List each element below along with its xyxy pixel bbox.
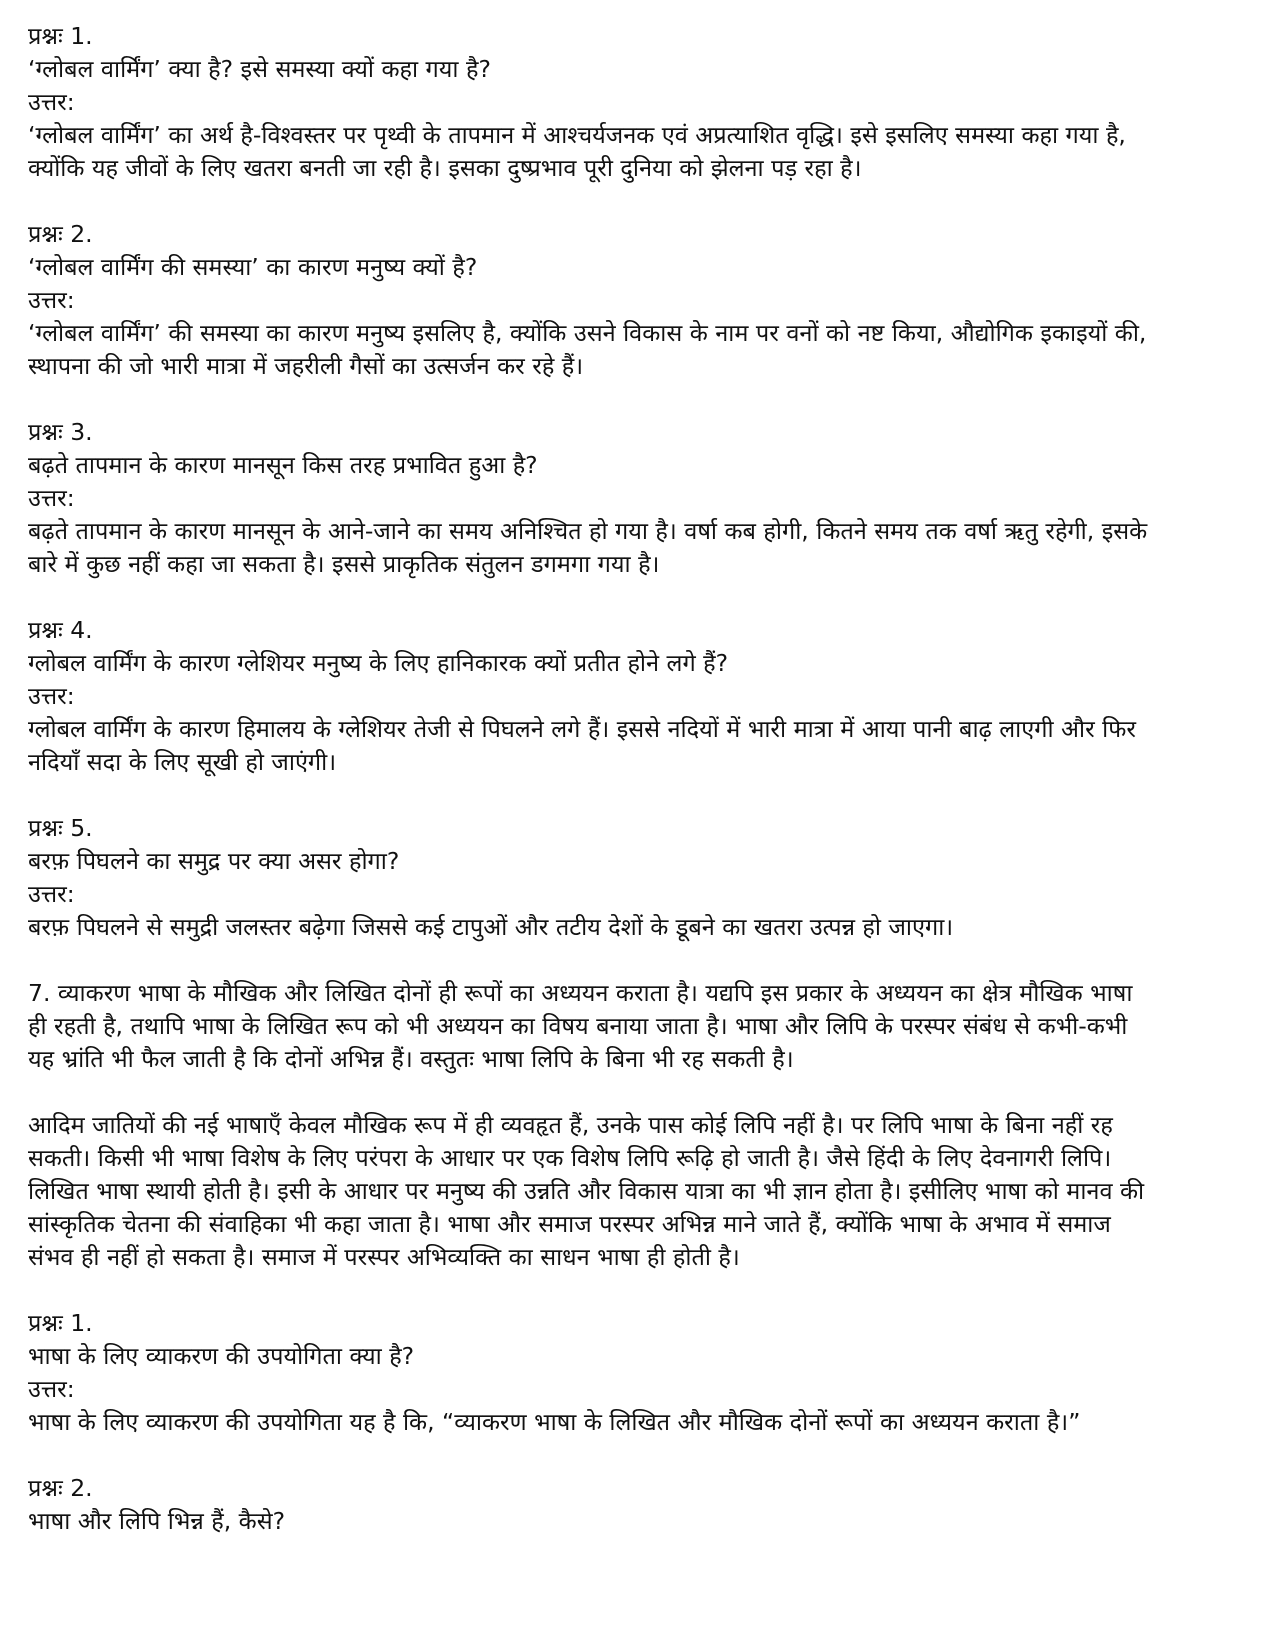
answer-label: उत्तर: xyxy=(28,880,75,908)
answer-label: उत्तर: xyxy=(28,286,75,314)
answer-line: ‘ग्लोबल वार्मिंग’ की समस्या का कारण मनुष्य इसलिए है, क्योंकि उसने विकास के नाम पर वनों को नष्ट किया, औद्योगिक इकाइयों की, xyxy=(28,319,1147,347)
question-number: प्रश्नः 3. xyxy=(28,418,93,446)
question-text: बरफ़ पिघलने का समुद्र पर क्या असर होगा? xyxy=(28,847,400,875)
passage-line: सांस्कृतिक चेतना की संवाहिका भी कहा जाता है। भाषा और समाज परस्पर अभिन्न माने जाते हैं, क्योंकि भाषा के अभाव में समाज xyxy=(28,1210,1111,1238)
question-number: प्रश्नः 1. xyxy=(28,22,93,50)
passage-line: संभव ही नहीं हो सकता है। समाज में परस्पर अभिव्यक्ति का साधन भाषा ही होती है। xyxy=(28,1243,740,1271)
question-number: प्रश्नः 2. xyxy=(28,1474,93,1502)
qa-block-5 xyxy=(28,812,1253,944)
qa-block-1 xyxy=(28,20,1253,185)
passage-line: लिखित भाषा स्थायी होती है। इसी के आधार पर मनुष्य की उन्नति और विकास यात्रा का भी ज्ञान होता है। इसीलिए भाषा को मानव की xyxy=(28,1177,1145,1205)
qa-block-3 xyxy=(28,416,1253,581)
answer-line: बरफ़ पिघलने से समुद्री जलस्तर बढ़ेगा जिससे कई टापुओं और तटीय देशों के डूबने का खतरा उत्पन्न हो जाएगा। xyxy=(28,913,954,941)
question-text: भाषा और लिपि भिन्न हैं, कैसे? xyxy=(28,1507,286,1535)
qa-block-2 xyxy=(28,218,1253,383)
answer-label: उत्तर: xyxy=(28,484,75,512)
question-text: ‘ग्लोबल वार्मिंग की समस्या’ का कारण मनुष्य क्यों है? xyxy=(28,253,478,281)
qa-block-6 xyxy=(28,1307,1253,1439)
passage-line: 7. व्याकरण भाषा के मौखिक और लिखित दोनों ही रूपों का अध्ययन कराता है। यद्यपि इस प्रकार के अध्ययन का क्षेत्र मौखिक भाषा xyxy=(28,979,1133,1007)
answer-line: नदियाँ सदा के लिए सूखी हो जाएंगी। xyxy=(28,748,337,776)
passage-paragraph-1 xyxy=(28,977,1253,1076)
qa-block-7 xyxy=(28,1472,1253,1538)
answer-line: ‘ग्लोबल वार्मिंग’ का अर्थ है-विश्वस्तर पर पृथ्वी के तापमान में आश्चर्यजनक एवं अप्रत्याशित वृद्धि। इसे इसलिए समस्या कहा गया है, xyxy=(28,121,1126,149)
question-text: ‘ग्लोबल वार्मिंग’ क्या है? इसे समस्या क्यों कहा गया है? xyxy=(28,55,491,83)
answer-line: बढ़ते तापमान के कारण मानसून के आने-जाने का समय अनिश्चित हो गया है। वर्षा कब होगी, कितने समय तक वर्षा ऋतु रहेगी, इसके xyxy=(28,517,1148,545)
question-number: प्रश्नः 5. xyxy=(28,814,93,842)
answer-label: उत्तर: xyxy=(28,1375,75,1403)
question-text: ग्लोबल वार्मिंग के कारण ग्लेशियर मनुष्य के लिए हानिकारक क्यों प्रतीत होने लगे हैं? xyxy=(28,649,729,677)
answer-line: स्थापना की जो भारी मात्रा में जहरीली गैसों का उत्सर्जन कर रहे हैं। xyxy=(28,352,584,380)
answer-line: बारे में कुछ नहीं कहा जा सकता है। इससे प्राकृतिक संतुलन डगमगा गया है। xyxy=(28,550,660,578)
passage-line: आदिम जातियों की नई भाषाएँ केवल मौखिक रूप में ही व्यवहृत हैं, उनके पास कोई लिपि नहीं है। पर लिपि भाषा के बिना नहीं रह xyxy=(28,1111,1113,1139)
answer-label: उत्तर: xyxy=(28,682,75,710)
question-number: प्रश्नः 1. xyxy=(28,1309,93,1337)
answer-label: उत्तर: xyxy=(28,88,75,116)
answer-line: ग्लोबल वार्मिंग के कारण हिमालय के ग्लेशियर तेजी से पिघलने लगे हैं। इससे नदियों में भारी मात्रा में आया पानी बाढ़ लाएगी और फिर xyxy=(28,715,1136,743)
answer-line: क्योंकि यह जीवों के लिए खतरा बनती जा रही है। इसका दुष्प्रभाव पूरी दुनिया को झेलना पड़ रहा है। xyxy=(28,154,862,182)
passage-paragraph-2 xyxy=(28,1109,1253,1274)
question-text: बढ़ते तापमान के कारण मानसून किस तरह प्रभावित हुआ है? xyxy=(28,451,538,479)
question-number: प्रश्नः 4. xyxy=(28,616,93,644)
qa-block-4 xyxy=(28,614,1253,779)
passage-line: ही रहती है, तथापि भाषा के लिखित रूप को भी अध्ययन का विषय बनाया जाता है। भाषा और लिपि के परस्पर संबंध से कभी-कभी xyxy=(28,1012,1128,1040)
answer-line: भाषा के लिए व्याकरण की उपयोगिता यह है कि, “व्याकरण भाषा के लिखित और मौखिक दोनों रूपों का अध्ययन कराता है।” xyxy=(28,1408,1081,1436)
passage-line: सकती। किसी भी भाषा विशेष के लिए परंपरा के आधार पर एक विशेष लिपि रूढ़ि हो जाती है। जैसे हिंदी के लिए देवनागरी लिपि। xyxy=(28,1144,1112,1172)
document-page xyxy=(28,20,1253,1571)
passage-line: यह भ्रांति भी फैल जाती है कि दोनों अभिन्न हैं। वस्तुतः भाषा लिपि के बिना भी रह सकती है। xyxy=(28,1045,794,1073)
question-text: भाषा के लिए व्याकरण की उपयोगिता क्या है? xyxy=(28,1342,415,1370)
question-number: प्रश्नः 2. xyxy=(28,220,93,248)
